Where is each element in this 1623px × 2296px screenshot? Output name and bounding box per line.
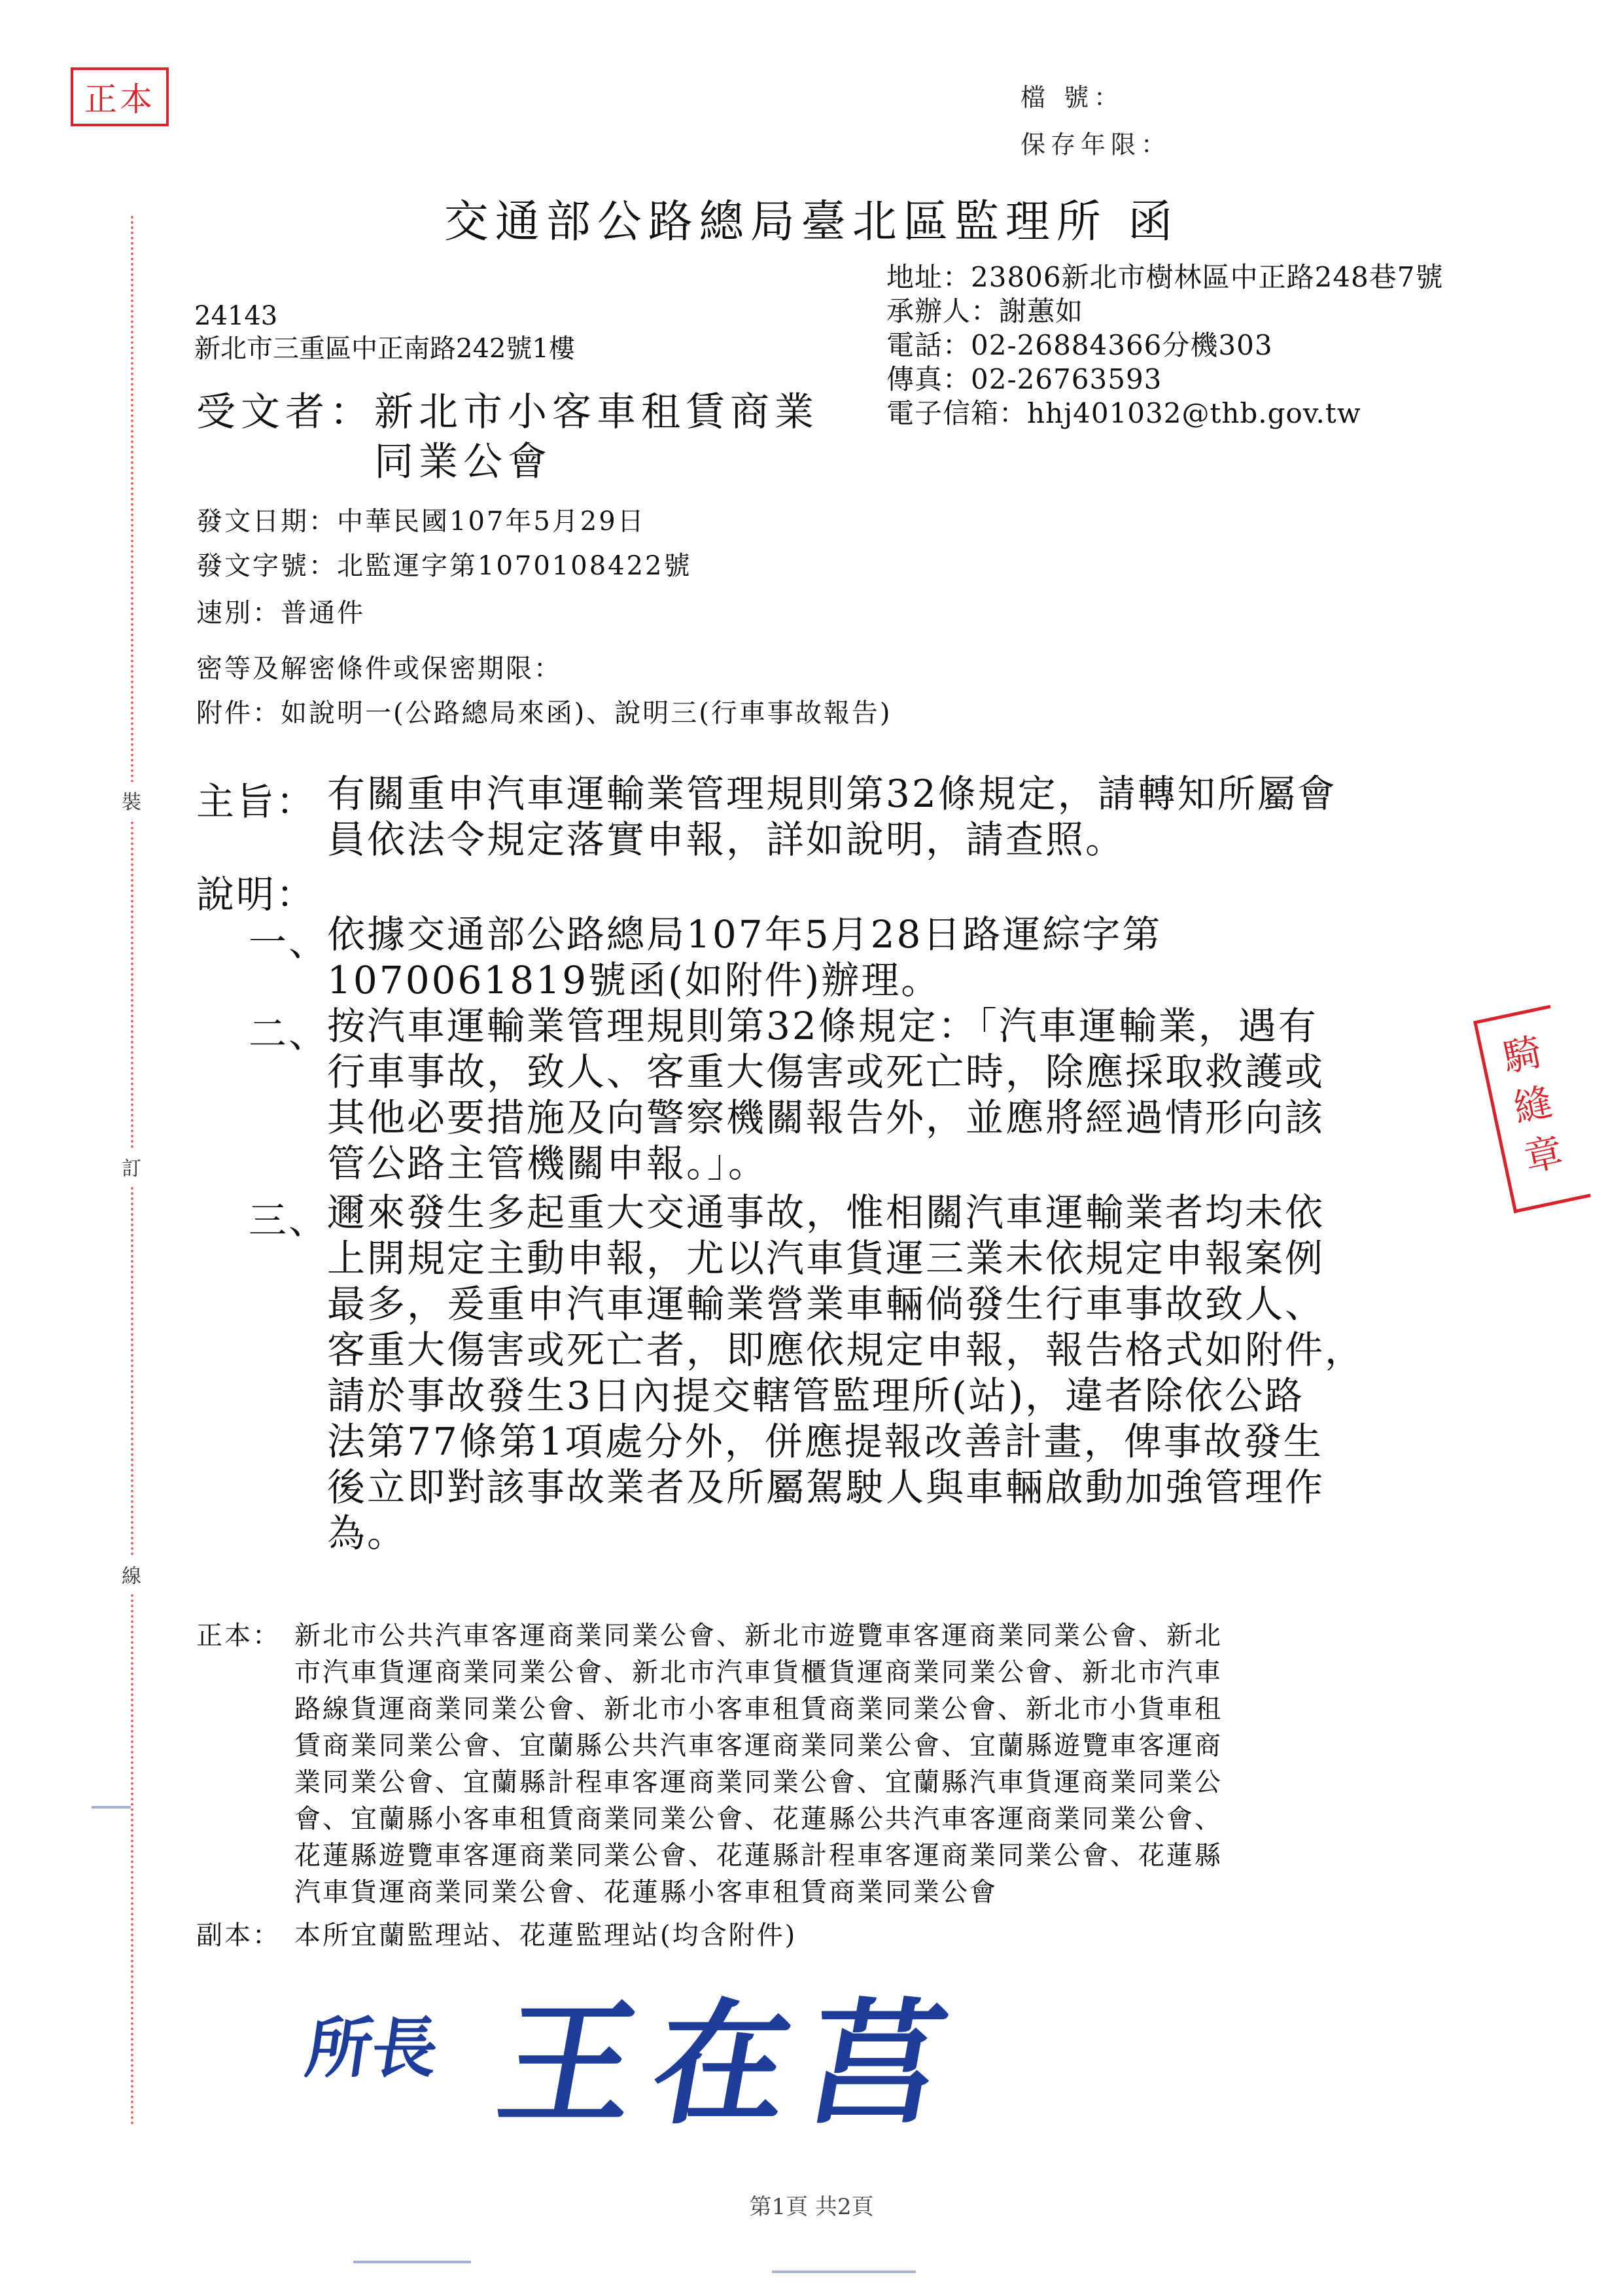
urgency: 速別：普通件 — [196, 598, 365, 628]
contact-fax: 傳真：02-26763593 — [886, 363, 1162, 395]
item-line: 最多，爰重申汽車運輸業營業車輛倘發生行車事故致人、 — [327, 1282, 1325, 1326]
cc-line: 花蓮縣遊覽車客運商業同業公會、花蓮縣計程車客運商業同業公會、花蓮縣 — [294, 1841, 1223, 1871]
item-1-number: 一、 — [249, 920, 329, 964]
contact-phone: 電話：02-26884366分機303 — [886, 329, 1273, 361]
item-line: 請於事故發生3日內提交轄管監理所(站)，違者除依公路 — [327, 1373, 1305, 1418]
binding-mark-xian: 線 — [122, 1556, 141, 1593]
item-line: 上開規定主動申報，尤以汽車貨運三業未依規定申報案例 — [327, 1236, 1325, 1280]
item-3-number: 三、 — [249, 1198, 329, 1243]
subject-label: 主旨： — [196, 779, 317, 824]
item-line: 1070061819號函(如附件)辦理。 — [327, 958, 941, 1002]
scan-artifact — [353, 2261, 471, 2263]
explanation-label: 說明： — [196, 872, 317, 917]
item-2-number: 二、 — [249, 1012, 329, 1056]
cc-line: 業同業公會、宜蘭縣計程車客運商業同業公會、宜蘭縣汽車貨運商業同業公 — [294, 1767, 1223, 1797]
item-line: 行車事故，致人、客重大傷害或死亡時，除應採取救護或 — [327, 1050, 1325, 1094]
scan-artifact — [92, 1806, 131, 1809]
cc-original-label: 正本： — [196, 1621, 281, 1651]
item-line: 法第77條第1項處分外，併應提報改善計畫，俾事故發生 — [327, 1419, 1323, 1464]
item-line: 後立即對該事故業者及所屬駕駛人與車輛啟動加強管理作 — [327, 1465, 1325, 1510]
cc-line: 賃商業同業公會、宜蘭縣公共汽車客運商業同業公會、宜蘭縣遊覽車客運商 — [294, 1731, 1223, 1761]
issue-date: 發文日期：中華民國107年5月29日 — [196, 506, 646, 537]
contact-officer: 承辦人：謝蕙如 — [886, 295, 1084, 327]
signature-name: 王在莒 — [487, 1986, 977, 2143]
cc-line: 會、宜蘭縣小客車租賃商業同業公會、花蓮縣公共汽車客運商業同業公會、 — [294, 1804, 1223, 1834]
recipient-line-1: 受文者：新北市小客車租賃商業 — [196, 389, 819, 435]
recipient-street-address: 新北市三重區中正南路242號1樓 — [194, 334, 575, 364]
file-number-label: 檔 號： — [1021, 83, 1125, 112]
page-number: 第1頁 共2頁 — [749, 2194, 874, 2220]
item-1-text — [327, 911, 1162, 1003]
item-line: 為。 — [327, 1511, 408, 1555]
cc-line: 路線貨運商業同業公會、新北市小客車租賃商業同業公會、新北市小貨車租 — [294, 1694, 1223, 1724]
binding-mark-zhuang: 裝 — [122, 782, 141, 819]
cc-original-list — [294, 1617, 1223, 1911]
cc-line: 新北市公共汽車客運商業同業公會、新北市遊覽車客運商業同業公會、新北 — [294, 1621, 1223, 1651]
item-line: 邇來發生多起重大交通事故，惟相關汽車運輸業者均未依 — [327, 1190, 1325, 1235]
attachments: 附件：如說明一(公路總局來函)、說明三(行車事故報告) — [196, 698, 892, 728]
recipient-line-2: 同業公會 — [374, 439, 552, 485]
item-3-text — [327, 1190, 1365, 1556]
cc-copy-text: 本所宜蘭監理站、花蓮監理站(均含附件) — [294, 1920, 797, 1951]
contact-block — [886, 260, 1444, 431]
original-copy-stamp: 正本 — [71, 67, 169, 126]
binding-mark-ding: 訂 — [122, 1148, 141, 1185]
item-line: 按汽車運輸業管理規則第32條規定：「汽車運輸業，遇有 — [327, 1004, 1318, 1048]
subject-line: 員依法令規定落實申報，詳如說明，請查照。 — [327, 817, 1126, 862]
item-line: 其他必要措施及向警察機關報告外，並應將經過情形向該 — [327, 1095, 1325, 1140]
retention-period-label: 保存年限： — [1021, 130, 1172, 159]
contact-email: 電子信箱：hhj401032@thb.gov.tw — [886, 397, 1361, 429]
contact-address: 地址：23806新北市樹林區中正路248巷7號 — [886, 261, 1444, 293]
cc-line: 汽車貨運商業同業公會、花蓮縣小客車租賃商業同業公會 — [294, 1877, 998, 1907]
recipient-address-block — [194, 300, 575, 365]
security-level: 密等及解密條件或保密期限： — [196, 654, 562, 684]
subject-line: 有關重申汽車運輸業管理規則第32條規定，請轉知所屬會 — [327, 771, 1337, 816]
signature-title: 所長 — [301, 2009, 444, 2087]
item-2-text — [327, 1003, 1325, 1186]
item-line: 依據交通部公路總局107年5月28日路運綜字第 — [327, 912, 1162, 957]
postal-code: 24143 — [194, 301, 278, 331]
document-number: 發文字號：北監運字第1070108422號 — [196, 551, 692, 581]
item-line: 客重大傷害或死亡者，即應依規定申報，報告格式如附件， — [327, 1328, 1365, 1372]
cc-line: 市汽車貨運商業同業公會、新北市汽車貨櫃貨運商業同業公會、新北市汽車 — [294, 1657, 1223, 1687]
subject-text — [327, 771, 1337, 862]
scan-artifact — [772, 2270, 916, 2273]
seam-seal-stamp: 騎縫章 — [1473, 1005, 1591, 1213]
cc-copy-label: 副本： — [196, 1920, 281, 1951]
document-title: 交通部公路總局臺北區監理所 函 — [444, 196, 1179, 248]
item-line: 管公路主管機關申報。」。 — [327, 1141, 769, 1186]
